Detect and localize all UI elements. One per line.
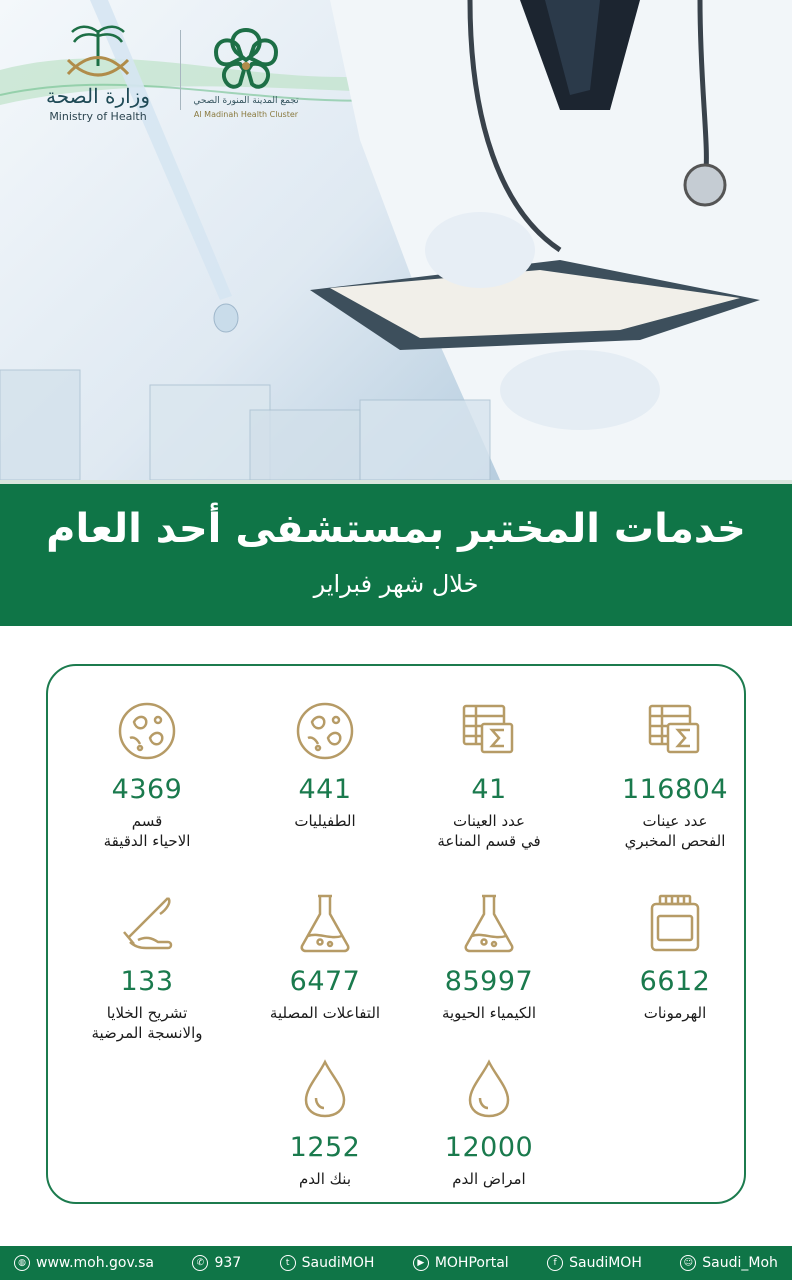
moh-logo [28, 22, 168, 122]
globe-icon: ◍ [14, 1255, 30, 1271]
blood-drop-icon [458, 1058, 520, 1120]
cluster-logo-arabic: تجمع المدينة المنورة الصحي [193, 96, 299, 106]
stat-value: 41 [471, 774, 507, 805]
stat-label-line2: الاحياء الدقيقة [103, 832, 191, 850]
stats-card [46, 664, 746, 1204]
stat-value: 4369 [111, 774, 183, 805]
blood-drop-icon [294, 1058, 356, 1120]
stat-label [62, 811, 232, 851]
stat-blood-bank [240, 1058, 410, 1189]
flask-icon [458, 892, 520, 954]
youtube-icon: ▶ [413, 1255, 429, 1271]
flask-icon [294, 892, 356, 954]
facebook-text: SaudiMOH [569, 1255, 642, 1271]
snapchat-text: Saudi_Moh [702, 1255, 778, 1271]
logos-group [18, 22, 308, 132]
stat-microbiology [62, 700, 232, 851]
twitter-icon: t [280, 1255, 296, 1271]
page-title: خدمات المختبر بمستشفى أحد العام [46, 506, 746, 552]
youtube-link[interactable] [413, 1255, 509, 1271]
microbe-icon [116, 700, 178, 762]
microbe-icon [294, 700, 356, 762]
stat-label-line1: عدد عينات [642, 812, 708, 830]
stat-label [62, 1003, 232, 1043]
stat-value: 116804 [621, 774, 729, 805]
stat-immunity-samples [404, 700, 574, 851]
stat-label-line1: قسم [131, 812, 163, 830]
twitter-text: SaudiMOH [301, 1255, 375, 1271]
stat-value: 133 [120, 966, 174, 997]
stat-label-line1: الطفيليات [294, 812, 356, 830]
stat-label [404, 1003, 574, 1023]
stat-parasites [240, 700, 410, 831]
page-subtitle: خلال شهر فبراير [313, 570, 479, 598]
madinah-cluster-logo [186, 22, 306, 122]
stat-value: 85997 [444, 966, 534, 997]
stat-hematology [404, 1058, 574, 1189]
phone-link[interactable] [192, 1255, 241, 1271]
scalpel-hand-icon [116, 892, 178, 954]
stat-label [240, 811, 410, 831]
facebook-link[interactable] [547, 1255, 642, 1271]
stat-label [404, 1169, 574, 1189]
stat-label-line2: في قسم المناعة [437, 832, 541, 850]
stat-value: 6477 [289, 966, 361, 997]
stat-label [240, 1003, 410, 1023]
stat-serology [240, 892, 410, 1023]
stat-label-line2: والانسجة المرضية [91, 1024, 203, 1042]
twitter-link[interactable] [280, 1255, 375, 1271]
stat-label-line1: الهرمونات [643, 1004, 707, 1022]
stat-label-line1: عدد العينات [453, 812, 525, 830]
stat-label-line1: التفاعلات المصلية [269, 1004, 381, 1022]
website-text: www.moh.gov.sa [36, 1255, 155, 1271]
stat-label-line1: بنك الدم [298, 1170, 351, 1188]
stat-histopathology [62, 892, 232, 1043]
title-banner [0, 480, 792, 626]
stat-label [240, 1169, 410, 1189]
website-link[interactable] [14, 1255, 154, 1271]
specimen-jar-icon [644, 892, 706, 954]
palm-swords-icon [28, 22, 168, 82]
spreadsheet-icon [644, 700, 706, 762]
footer-bar [0, 1246, 792, 1280]
moh-logo-english: Ministry of Health [49, 110, 147, 123]
stat-value: 1252 [289, 1132, 361, 1163]
stat-biochemistry [404, 892, 574, 1023]
stat-label-line2: الفحص المخبري [624, 832, 726, 850]
phone-icon: ✆ [192, 1255, 208, 1271]
stat-label-line1: تشريح الخلايا [106, 1004, 188, 1022]
stat-label [590, 1003, 760, 1023]
flower-emblem-icon [186, 22, 306, 92]
stat-lab-samples [590, 700, 760, 851]
stat-label [590, 811, 760, 851]
facebook-icon: f [547, 1255, 563, 1271]
stat-label-line1: امراض الدم [452, 1170, 526, 1188]
stat-value: 6612 [639, 966, 711, 997]
stat-value: 441 [298, 774, 352, 805]
stat-hormones [590, 892, 760, 1023]
hero-image [0, 0, 792, 480]
stat-label [404, 811, 574, 851]
stat-label-line1: الكيمياء الحيوية [441, 1004, 537, 1022]
phone-text: 937 [214, 1255, 242, 1271]
youtube-text: MOHPortal [434, 1255, 509, 1271]
logo-divider [180, 30, 181, 110]
cluster-logo-english: Al Madinah Health Cluster [193, 110, 299, 119]
spreadsheet-icon [458, 700, 520, 762]
moh-logo-arabic: وزارة الصحة [46, 84, 150, 108]
snapchat-link[interactable] [680, 1255, 778, 1271]
snapchat-icon: ☺ [680, 1255, 696, 1271]
stat-value: 12000 [444, 1132, 534, 1163]
